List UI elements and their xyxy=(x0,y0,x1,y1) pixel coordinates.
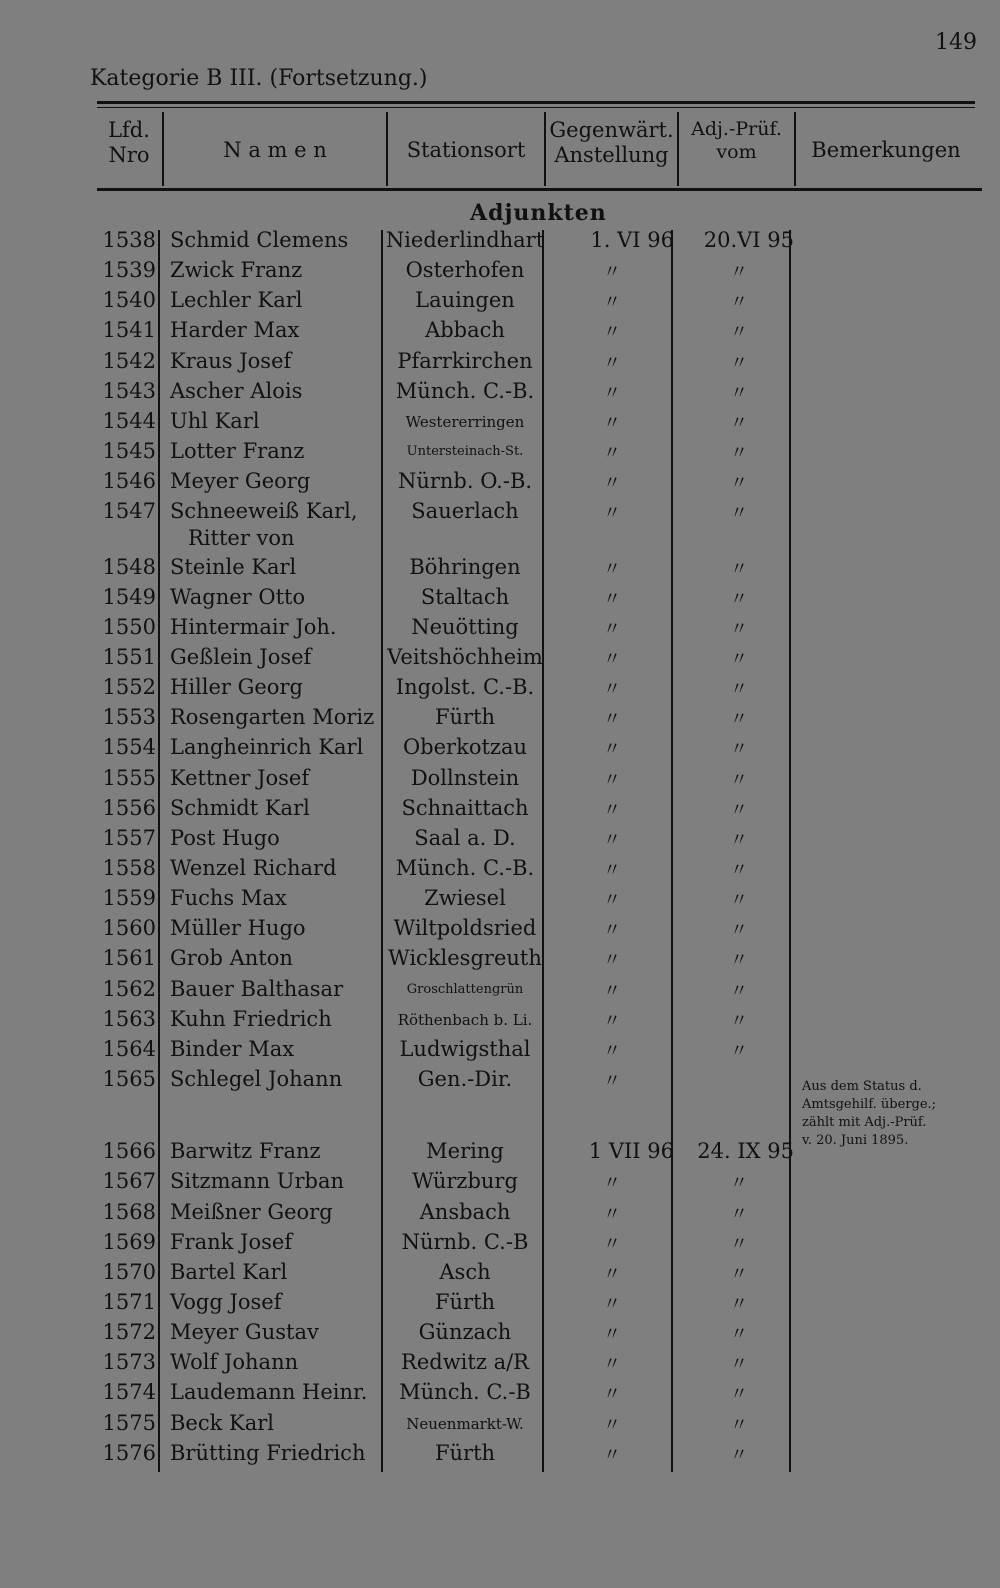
header-anstellung xyxy=(546,118,677,168)
row-appointment-ditto: 〃 xyxy=(603,1233,621,1255)
row-exam-ditto: 〃 xyxy=(730,292,748,314)
row-exam-ditto: 〃 xyxy=(730,1233,748,1255)
row-appointment-ditto: 〃 xyxy=(603,1414,621,1436)
remark-line: Amtsgehilf. überge.; xyxy=(802,1097,937,1112)
remark-line: zählt mit Adj.-Prüf. xyxy=(802,1115,927,1130)
row-name: Schneeweiß Karl, xyxy=(170,499,358,524)
row-exam-ditto: 〃 xyxy=(730,1263,748,1285)
row-name: Geßlein Josef xyxy=(170,644,312,669)
row-exam-ditto: 〃 xyxy=(730,322,748,344)
column-divider xyxy=(381,230,383,1472)
row-station: Ludwigsthal xyxy=(399,1036,531,1061)
row-exam-ditto: 〃 xyxy=(730,412,748,434)
section-title: Adjunkten xyxy=(470,200,607,226)
row-number: 1575 xyxy=(102,1410,156,1435)
row-appointment-ditto: 〃 xyxy=(603,860,621,881)
header-anstellung-line1: Gegenwärt. xyxy=(549,118,674,142)
row-exam-ditto: 〃 xyxy=(730,648,748,670)
row-appointment-ditto: 〃 xyxy=(603,709,621,731)
row-name: Brütting Friedrich xyxy=(170,1440,366,1465)
row-station: Zwiesel xyxy=(424,886,506,911)
row-number: 1548 xyxy=(102,554,156,579)
row-number: 1567 xyxy=(102,1169,156,1194)
row-exam-ditto: 〃 xyxy=(730,262,748,284)
row-exam-ditto: 〃 xyxy=(730,352,748,374)
row-appointment-ditto: 〃 xyxy=(603,799,621,821)
row-station: Osterhofen xyxy=(405,258,525,283)
row-name: Lechler Karl xyxy=(170,288,303,313)
header-pruef xyxy=(679,118,794,164)
row-appointment-ditto: 〃 xyxy=(603,890,621,912)
row-appointment-ditto: 〃 xyxy=(603,382,621,404)
row-station: Schnaittach xyxy=(401,795,529,820)
row-number: 1539 xyxy=(102,258,156,283)
row-exam-ditto: 〃 xyxy=(730,1203,748,1225)
row-exam-ditto: 〃 xyxy=(730,1354,748,1376)
row-exam-date: 24. IX 95 xyxy=(697,1139,794,1164)
row-station: Nürnb. C.-B xyxy=(401,1229,529,1254)
row-exam-ditto: 〃 xyxy=(730,588,748,610)
row-number: 1543 xyxy=(102,378,156,403)
row-number: 1564 xyxy=(102,1036,156,1061)
row-appointment-ditto: 〃 xyxy=(603,648,621,670)
row-number: 1571 xyxy=(102,1289,156,1314)
row-appointment-ditto: 〃 xyxy=(603,322,621,344)
row-exam-ditto: 〃 xyxy=(730,799,748,821)
row-number: 1563 xyxy=(102,1006,156,1031)
header-nro: Nro xyxy=(108,143,150,168)
row-exam-ditto: 〃 xyxy=(730,679,748,701)
row-appointment-ditto: 〃 xyxy=(603,262,621,284)
row-name: Zwick Franz xyxy=(170,258,303,283)
row-name: Wenzel Richard xyxy=(170,856,337,880)
row-name: Sitzmann Urban xyxy=(170,1169,344,1194)
row-station: Dollnstein xyxy=(410,765,520,790)
row-appointment-ditto: 〃 xyxy=(603,558,621,580)
row-exam-ditto: 〃 xyxy=(730,1444,748,1466)
row-number: 1546 xyxy=(102,469,156,494)
row-number: 1538 xyxy=(102,228,156,252)
page-number: 149 xyxy=(935,30,977,55)
row-number: 1572 xyxy=(102,1320,156,1345)
row-appointment-ditto: 〃 xyxy=(603,588,621,610)
row-name: Meyer Gustav xyxy=(170,1320,319,1345)
row-appointment-ditto: 〃 xyxy=(603,829,621,851)
row-exam-ditto: 〃 xyxy=(730,473,748,495)
row-number: 1544 xyxy=(102,408,156,433)
header-lfd-nro xyxy=(97,118,161,168)
row-station: Ansbach xyxy=(419,1199,511,1224)
row-exam-ditto: 〃 xyxy=(730,1414,748,1436)
row-exam-ditto: 〃 xyxy=(730,503,748,525)
row-appointment-ditto: 〃 xyxy=(603,292,621,314)
row-exam-ditto: 〃 xyxy=(730,1384,748,1406)
row-appointment-ditto: 〃 xyxy=(603,1040,621,1062)
row-station: Fürth xyxy=(434,1440,496,1465)
row-name: Binder Max xyxy=(170,1036,295,1061)
row-appointment-ditto: 〃 xyxy=(603,618,621,640)
row-exam-ditto: 〃 xyxy=(730,1324,748,1346)
row-appointment-ditto: 〃 xyxy=(603,1384,621,1406)
row-appointment-ditto: 〃 xyxy=(603,443,621,465)
row-exam-ditto: 〃 xyxy=(730,920,748,942)
row-station: Niederlindhart xyxy=(385,228,545,252)
row-number: 1558 xyxy=(102,856,156,880)
row-name: Rosengarten Moriz xyxy=(170,705,375,730)
row-appointment-ditto: 〃 xyxy=(603,1263,621,1285)
row-name: Barwitz Franz xyxy=(170,1139,321,1164)
row-exam-ditto: 〃 xyxy=(730,829,748,851)
row-station: Wicklesgreuth xyxy=(388,946,542,971)
row-station: Fürth xyxy=(434,705,496,730)
row-number: 1549 xyxy=(102,584,156,609)
row-station: Röthenbach b. Li. xyxy=(397,1010,533,1029)
row-name: Uhl Karl xyxy=(170,408,260,433)
row-station: Günzach xyxy=(418,1320,512,1345)
row-number: 1562 xyxy=(102,976,156,1001)
row-name: Grob Anton xyxy=(170,946,293,971)
header-pruef-line2: vom xyxy=(716,140,757,163)
row-name: Kuhn Friedrich xyxy=(170,1006,332,1031)
row-number: 1541 xyxy=(102,318,156,343)
row-number: 1555 xyxy=(102,765,156,790)
row-name-continuation: Ritter von xyxy=(188,526,295,551)
row-exam-ditto: 〃 xyxy=(730,769,748,791)
row-name: Hiller Georg xyxy=(170,675,303,700)
row-appointment-ditto: 〃 xyxy=(603,1444,621,1466)
row-number: 1554 xyxy=(102,735,156,760)
row-station: Neuötting xyxy=(411,614,519,639)
row-name: Ascher Alois xyxy=(170,378,303,403)
row-number: 1545 xyxy=(102,439,156,464)
row-name: Fuchs Max xyxy=(170,886,287,911)
remark-1565 xyxy=(802,1078,992,1150)
row-number: 1565 xyxy=(102,1067,156,1092)
row-name: Wagner Otto xyxy=(170,584,306,609)
header-anstellung-line2: Anstellung xyxy=(554,143,669,168)
row-number: 1552 xyxy=(102,675,156,700)
row-name: Kettner Josef xyxy=(170,765,310,790)
row-exam-ditto: 〃 xyxy=(730,382,748,404)
row-number: 1570 xyxy=(102,1259,156,1284)
row-exam-ditto: 〃 xyxy=(730,860,748,881)
row-station: Westererringen xyxy=(405,412,525,431)
row-exam-ditto: 〃 xyxy=(730,443,748,465)
row-station: Oberkotzau xyxy=(402,735,528,760)
row-station: Neuenmarkt-W. xyxy=(406,1414,524,1433)
row-exam-ditto: 〃 xyxy=(730,1010,748,1032)
row-appointment-ditto: 〃 xyxy=(603,1354,621,1376)
row-appointment-ditto: 〃 xyxy=(603,1010,621,1032)
row-exam-ditto: 〃 xyxy=(730,980,748,1002)
row-appointment-ditto: 〃 xyxy=(603,1203,621,1225)
row-station: Münch. C.-B. xyxy=(395,378,535,403)
row-appointment: 1. VI 96 xyxy=(590,228,674,252)
row-station: Würzburg xyxy=(412,1169,518,1194)
header-top-rule-thin xyxy=(97,107,975,108)
row-name: Bartel Karl xyxy=(170,1259,288,1284)
row-appointment: 1 VII 96 xyxy=(588,1139,674,1164)
row-number: 1557 xyxy=(102,825,156,850)
row-appointment-ditto: 〃 xyxy=(603,1173,621,1195)
row-appointment-ditto: 〃 xyxy=(603,679,621,701)
row-exam-ditto: 〃 xyxy=(730,950,748,972)
row-station: Staltach xyxy=(420,584,510,609)
row-name: Vogg Josef xyxy=(170,1289,282,1314)
row-appointment-ditto: 〃 xyxy=(603,980,621,1002)
row-name: Lotter Franz xyxy=(170,439,305,464)
row-number: 1568 xyxy=(102,1199,156,1224)
row-name: Kraus Josef xyxy=(170,348,292,373)
row-appointment-ditto: 〃 xyxy=(603,352,621,374)
row-exam-ditto: 〃 xyxy=(730,709,748,731)
row-name: Schmidt Karl xyxy=(170,795,310,820)
row-number: 1542 xyxy=(102,348,156,373)
row-station: Saal a. D. xyxy=(414,825,516,850)
row-name: Steinle Karl xyxy=(170,554,297,579)
header-stationsort: Stationsort xyxy=(406,138,526,162)
row-exam-ditto: 〃 xyxy=(730,1040,748,1062)
header-pruef-line1: Adj.-Prüf. xyxy=(691,118,782,140)
row-name: Post Hugo xyxy=(170,825,280,850)
header-top-rule xyxy=(97,101,975,104)
row-name: Meyer Georg xyxy=(170,469,311,494)
row-name: Wolf Johann xyxy=(170,1350,299,1375)
row-station: Lauingen xyxy=(415,288,515,313)
row-appointment-ditto: 〃 xyxy=(603,769,621,791)
row-name: Bauer Balthasar xyxy=(170,976,344,1001)
row-name: Meißner Georg xyxy=(170,1199,333,1224)
row-number: 1553 xyxy=(102,705,156,730)
row-name: Müller Hugo xyxy=(170,916,306,941)
row-exam-ditto: 〃 xyxy=(730,1173,748,1195)
remark-line: Aus dem Status d. xyxy=(802,1079,922,1094)
row-number: 1560 xyxy=(102,916,156,941)
column-divider xyxy=(158,230,160,1472)
row-appointment-ditto: 〃 xyxy=(603,503,621,525)
row-appointment-ditto: 〃 xyxy=(603,950,621,972)
row-station: Böhringen xyxy=(409,554,521,579)
row-number: 1540 xyxy=(102,288,156,313)
row-station: Wiltpoldsried xyxy=(393,916,537,941)
row-station: Fürth xyxy=(434,1289,496,1314)
row-station: Untersteinach-St. xyxy=(406,444,524,460)
row-exam-ditto: 〃 xyxy=(730,1293,748,1315)
row-station: Redwitz a/R xyxy=(401,1350,529,1375)
row-name: Harder Max xyxy=(170,318,300,343)
row-name: Laudemann Heinr. xyxy=(170,1380,368,1405)
row-station: Sauerlach xyxy=(411,499,519,524)
page-title: Kategorie B III. (Fortsetzung.) xyxy=(90,66,428,91)
row-station: Münch. C.-B xyxy=(399,1380,531,1405)
header-namen: N a m e n xyxy=(223,138,327,162)
row-exam-date: 20.VI 95 xyxy=(703,228,794,252)
row-appointment-ditto: 〃 xyxy=(603,1293,621,1315)
header-bemerkungen: Bemerkungen xyxy=(811,138,961,162)
remark-line: v. 20. Juni 1895. xyxy=(802,1133,909,1148)
row-station: Pfarrkirchen xyxy=(397,348,533,373)
row-station: Mering xyxy=(426,1139,504,1164)
row-station: Gen.-Dir. xyxy=(417,1067,513,1092)
row-station: Nürnb. O.-B. xyxy=(397,469,533,494)
row-number: 1566 xyxy=(102,1139,156,1164)
row-number: 1556 xyxy=(102,795,156,820)
row-name: Hintermair Joh. xyxy=(170,614,337,639)
row-station: Ingolst. C.-B. xyxy=(395,675,535,700)
row-number: 1574 xyxy=(102,1380,156,1405)
row-number: 1559 xyxy=(102,886,156,911)
row-number: 1576 xyxy=(102,1440,156,1465)
row-station: Asch xyxy=(439,1259,491,1284)
row-exam-ditto: 〃 xyxy=(730,618,748,640)
row-name: Schmid Clemens xyxy=(170,228,349,252)
header-bottom-rule xyxy=(97,188,982,191)
row-station: Veitshöchheim xyxy=(387,644,543,669)
row-number: 1550 xyxy=(102,614,156,639)
row-number: 1561 xyxy=(102,946,156,971)
row-appointment-ditto: 〃 xyxy=(603,739,621,761)
row-number: 1551 xyxy=(102,644,156,669)
row-exam-ditto: 〃 xyxy=(730,558,748,580)
row-appointment-ditto: 〃 xyxy=(603,412,621,434)
row-appointment-ditto: 〃 xyxy=(603,920,621,942)
row-number: 1547 xyxy=(102,499,156,524)
row-station: Münch. C.-B. xyxy=(395,856,535,880)
row-station: Abbach xyxy=(425,318,505,343)
row-appointment-ditto: 〃 xyxy=(603,1071,621,1093)
row-exam-ditto: 〃 xyxy=(730,890,748,912)
row-name: Langheinrich Karl xyxy=(170,735,364,760)
row-appointment-ditto: 〃 xyxy=(603,1324,621,1346)
row-number: 1573 xyxy=(102,1350,156,1375)
row-station: Groschlattengrün xyxy=(406,981,524,997)
row-name: Frank Josef xyxy=(170,1229,293,1254)
row-name: Beck Karl xyxy=(170,1410,274,1435)
row-name: Schlegel Johann xyxy=(170,1067,343,1092)
row-number: 1569 xyxy=(102,1229,156,1254)
header-lfd: Lfd. xyxy=(108,118,150,142)
row-exam-ditto: 〃 xyxy=(730,739,748,761)
row-appointment-ditto: 〃 xyxy=(603,473,621,495)
